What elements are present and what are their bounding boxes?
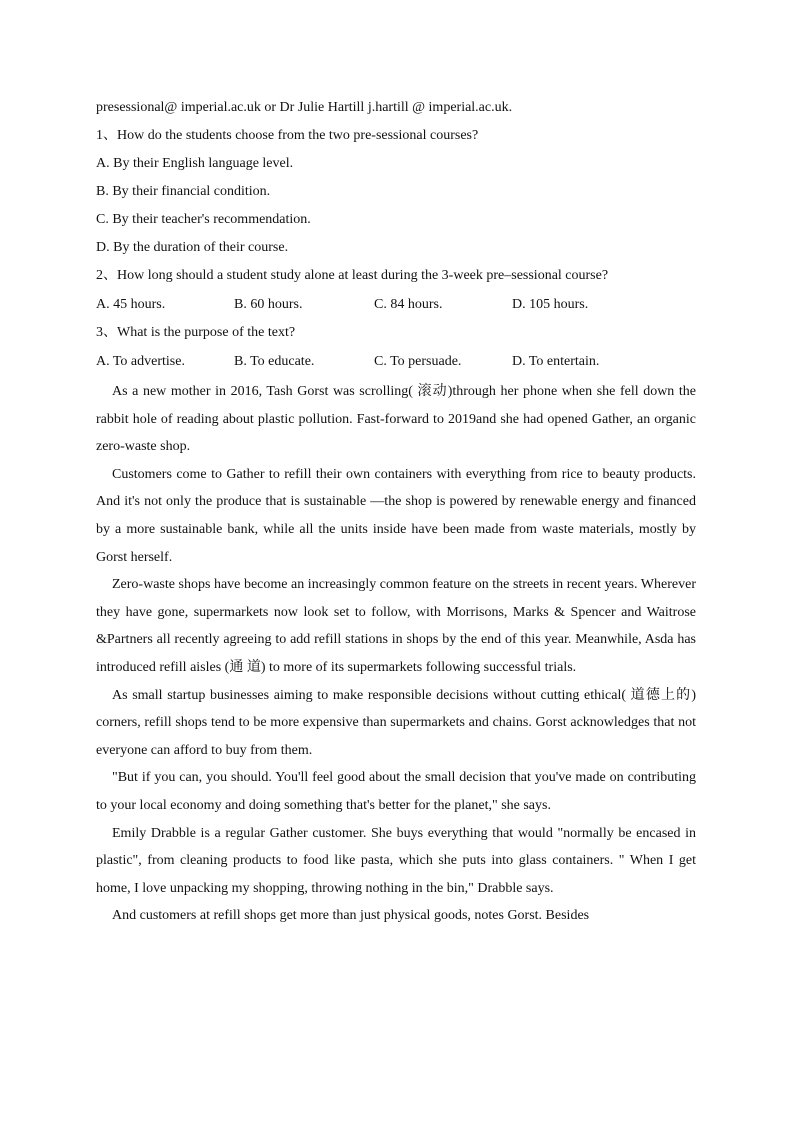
question-1-option-c: C. By their teacher's recommendation. [96,212,311,227]
passage-paragraph-5: "But if you can, you should. You'll feel good about the small decision that you've made on contributing to your local economy and doing something that's better for the planet," she says. [96,770,696,813]
passage-paragraph-6: Emily Drabble is a regular Gather customer. She buys everything that would "normally be encased in plastic", from cleaning products to food like pasta, which she puts into glass containers. " When I get home, I love unpacking my shopping, throwing nothing in the bin," Drabble says. [96,825,696,896]
question-3-option-b: B. To educate. [234,354,315,369]
question-1-option-b: B. By their financial condition. [96,184,271,199]
question-3-option-d: D. To entertain. [512,354,600,369]
question-1-option-d: D. By the duration of their course. [96,240,289,255]
document-page [96,94,696,930]
passage-paragraph-4: As small startup businesses aiming to make responsible decisions without cutting ethical( 道德上的) corners, refill shops tend to be more expensive than supermarkets and chains. Gorst acknowledges that not everyone can afford to buy from them. [96,687,696,758]
passage-paragraph-2: Customers come to Gather to refill their own containers with everything from rice to beauty products. And it's not only the produce that is sustainable —the shop is powered by renewable energy and financed by a more sustainable bank, while all the units inside have been made from waste materials, mostly by Gorst herself. [96,466,696,565]
question-1-option-a: A. By their English language level. [96,156,294,171]
question-2-option-b: B. 60 hours. [234,297,303,312]
question-3-option-a: A. To advertise. [96,354,185,369]
question-1-stem: 1、How do the students choose from the two pre-sessional courses? [96,128,479,143]
question-2-options [96,290,696,319]
passage-paragraph-1: As a new mother in 2016, Tash Gorst was scrolling( 滚动)through her phone when she fell down the rabbit hole of reading about plastic pollution. Fast-forward to 2019and she had opened Gather, an organic zero-waste shop. [96,384,696,455]
passage-paragraph-3: Zero-waste shops have become an increasingly common feature on the streets in recent years. Wherever they have gone, supermarkets now look set to follow, with Morrisons, Marks & Spencer and Waitrose &Partners all recently agreeing to add refill stations in shops by the end of this year. Meanwhile, Asda has introduced refill aisles (通 道) to more of its supermarkets following successful trials. [96,577,696,675]
question-3-options [96,347,696,376]
question-2-option-d: D. 105 hours. [512,297,589,312]
question-3-option-c: C. To persuade. [374,354,462,369]
question-2-option-a: A. 45 hours. [96,297,166,312]
question-2-option-c: C. 84 hours. [374,297,443,312]
contact-line: presessional@ imperial.ac.uk or Dr Julie Hartill j.hartill @ imperial.ac.uk. [96,100,513,115]
question-3-stem: 3、What is the purpose of the text? [96,325,296,340]
question-2-stem: 2、How long should a student study alone at least during the 3-week pre–sessional course? [96,268,609,283]
passage-paragraph-7: And customers at refill shops get more than just physical goods, notes Gorst. Besides [112,908,590,924]
